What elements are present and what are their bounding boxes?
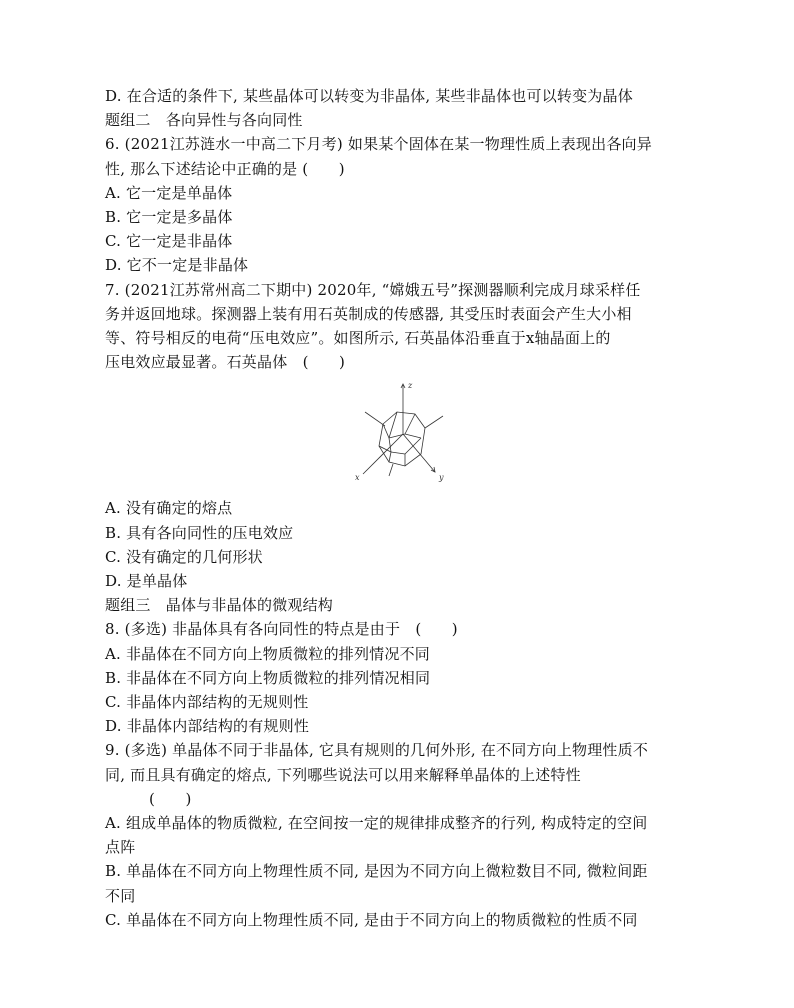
- option-9b-cont: 不同: [105, 886, 136, 905]
- option-9a-cont: 点阵: [105, 838, 136, 857]
- option-6a: A. 它一定是单晶体: [105, 183, 233, 202]
- option-7c: C. 没有确定的几何形状: [105, 547, 263, 566]
- option-6b: B. 它一定是多晶体: [105, 208, 233, 227]
- question-9-answer-blank: ( ): [149, 789, 192, 808]
- option-8a: A. 非晶体在不同方向上物质微粒的排列情况不同: [105, 644, 430, 663]
- section-heading-3: 题组三 晶体与非晶体的微观结构: [105, 596, 334, 615]
- option-9b: B. 单晶体在不同方向上物理性质不同, 是因为不同方向上微粒数目不同, 微粒间距: [105, 862, 648, 881]
- option-7a: A. 没有确定的熔点: [105, 499, 233, 518]
- question-9-stem: 9. (多选) 单晶体不同于非晶体, 它具有规则的几何外形, 在不同方向上物理性质不: [105, 741, 649, 760]
- quartz-crystal-figure: [105, 376, 695, 496]
- crystal-outline: [379, 412, 425, 466]
- option-7d: D. 是单晶体: [105, 572, 188, 591]
- question-7-stem: 7. (2021江苏常州高二下期中) 2020年, “嫦娥五号”探测器顺利完成月球采样任: [105, 280, 641, 299]
- option-9c: C. 单晶体在不同方向上物理性质不同, 是由于不同方向上的物质微粒的性质不同: [105, 910, 638, 929]
- option-7b: B. 具有各向同性的压电效应: [105, 523, 294, 542]
- option-5d: D. 在合适的条件下, 某些晶体可以转变为非晶体, 某些非晶体也可以转变为晶体: [105, 87, 633, 105]
- option-8b: B. 非晶体在不同方向上物质微粒的排列情况相同: [105, 668, 431, 687]
- question-7-stem-cont-2: 等、符号相反的电荷“压电效应”。如图所示, 石英晶体沿垂直于x轴晶面上的: [105, 329, 611, 348]
- question-8-stem: 8. (多选) 非晶体具有各向同性的特点是由于 ( ): [105, 620, 458, 639]
- question-6-stem-cont: 性, 那么下述结论中正确的是 ( ): [105, 159, 345, 178]
- option-6d: D. 它不一定是非晶体: [105, 256, 249, 275]
- option-6c: C. 它一定是非晶体: [105, 232, 233, 251]
- quartz-crystal-diagram: [345, 376, 455, 491]
- z-axis-label: z: [408, 381, 413, 391]
- x-axis-label: x: [355, 473, 360, 483]
- section-heading-2: 题组二 各向异性与各向同性: [105, 111, 303, 130]
- option-8d: D. 非晶体内部结构的有规则性: [105, 717, 310, 736]
- question-7-stem-cont-3: 压电效应最显著。石英晶体 ( ): [105, 353, 346, 372]
- y-axis-label: y: [439, 473, 444, 483]
- option-8c: C. 非晶体内部结构的无规则性: [105, 693, 309, 712]
- question-9-stem-cont: 同, 而且具有确定的熔点, 下列哪些说法可以用来解释单晶体的上述特性: [105, 765, 581, 784]
- option-9a: A. 组成单晶体的物质微粒, 在空间按一定的规律排成整齐的行列, 构成特定的空间: [105, 814, 648, 833]
- x-axis-line: [363, 434, 403, 474]
- question-6-stem: 6. (2021江苏涟水一中高二下月考) 如果某个固体在某一物理性质上表现出各向异: [105, 135, 652, 154]
- question-7-stem-cont-1: 务并返回地球。探测器上装有用石英制成的传感器, 其受压时表面会产生大小相: [105, 304, 632, 323]
- document-page: [105, 84, 695, 932]
